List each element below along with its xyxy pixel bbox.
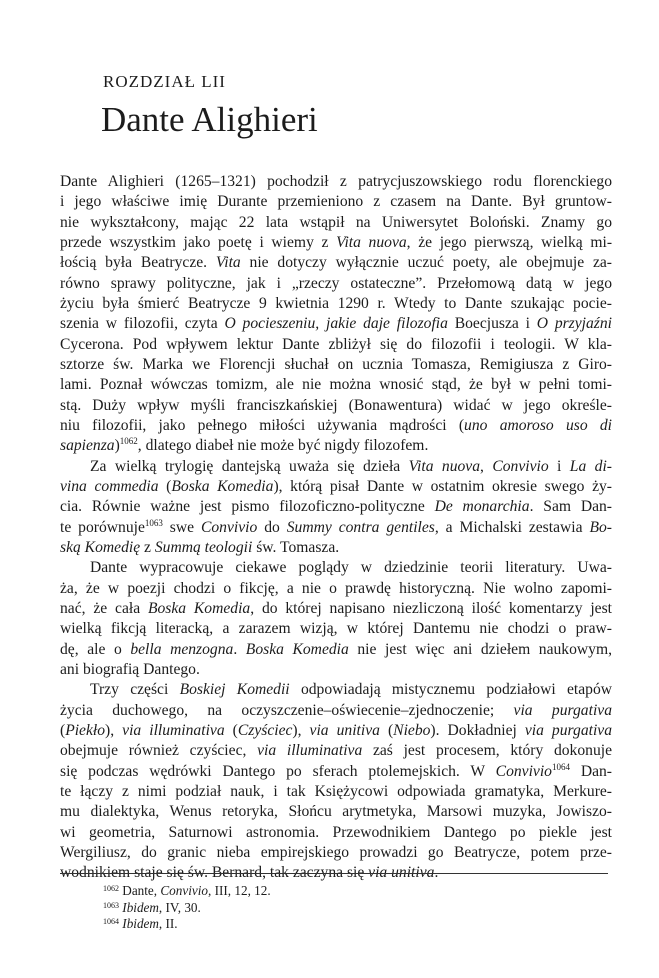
text-line: równo sprawy polityczne, jak i „rzeczy ostateczne”. Przełomową datą w jego (60, 274, 612, 292)
text-line: sztorze św. Marka we Florencji słuchał on ucznia Tomasza, Remigiusza z Giro- (60, 355, 612, 373)
text-line: nać, że cała Boska Komedia, do której napisano niezliczoną ilość komentarzy jest (60, 599, 613, 617)
text-line: nie wykształcony, mając 22 lata wstąpił na Uniwersytet Boloński. Znamy go (60, 213, 612, 231)
text-line: cia. Równie ważne jest pismo filozoficzno-polityczne De monarchia. Sam Dan- (60, 498, 612, 516)
footnote-ref: 1064 (551, 761, 570, 772)
text-line: te porównuje$^{1063}$ swe Convivio do Summy contra gentiles, a Michalski zestawia Bo- (60, 517, 612, 536)
text-line: Dante wypracowuje ciekawe poglądy w dziedzinie teorii literatury. Uwa- (90, 559, 612, 577)
text-line: ani biografią Dantego. (60, 660, 200, 678)
text-line: stą. Duży wpływ myśli franciszkańskiej (Bonawentura) widać w jego określe- (60, 396, 612, 414)
text-line: szenia w filozofii, czyta O pocieszeniu, jakie daje filozofia Boecjusza i O przyjaźni (60, 315, 613, 333)
text-line: się podczas wędrówki Dantego po sferach ptolemejskich. W Convivio$^{1064}$ Dan- (60, 761, 613, 780)
text-line: te łączy z nimi podział nauk, i tak Księżycowi odpowiada gramatyka, Merkure- (60, 782, 612, 800)
text-line: Cycerona. Pod wpływem lektur Dante zbliżył się do filozofii i teologii. W kla- (60, 335, 612, 353)
chapter-title: Dante Alighieri (101, 100, 318, 139)
text-line: (Piekło), via illuminativa (Czyściec), via unitiva (Niebo). Dokładniej via purgativa (60, 721, 612, 739)
footnote: $^{1063}$ Ibidem, IV, 30. (103, 899, 201, 915)
text-line: sapienza)$^{1062}$, dlatego diabeł nie może być nigdy filozofem. (60, 436, 429, 455)
text-line: obejmuje również czyściec, via illuminativa zaś jest procesem, który dokonuje (60, 742, 612, 760)
text-line: ską Komedię z Summą teologii św. Tomasza. (60, 538, 340, 556)
footnote-ref: 1063 (144, 517, 163, 528)
text-line: wielką fikcją literacką, a zarazem wizją, w której Dantemu nie chodzi o praw- (60, 620, 612, 638)
text-line: przede wszystkim jako poetę i wiemy z Vita nuova, że jego pierwszą, wielką mi- (60, 233, 613, 251)
footnote: $^{1062}$ Dante, Convivio, III, 12, 12. (103, 883, 271, 898)
text-line: niu filozofii, jako pełnego miłości używania mądrości (uno amoroso uso di (60, 416, 612, 434)
footnotes (103, 883, 271, 933)
text-line: wodnikiem staje się św. Bernard, tak zaczyna się via unitiva. (60, 864, 439, 882)
text-line: mu dialektyka, Wenus retoryka, Słońcu arytmetyka, Marsowi muzyka, Jowiszo- (60, 803, 612, 821)
text-line: życiu była śmierć Beatrycze 9 kwietnia 1290 r. Wtedy to Dante szukając pocie- (60, 294, 612, 312)
chapter-label: ROZDZIAŁ LII (103, 72, 226, 91)
footnote-divider (60, 873, 608, 874)
text-line: Trzy części Boskiej Komedii odpowiadają mistycznemu podziałowi etapów (90, 681, 612, 699)
text-line: Dante Alighieri (1265–1321) pochodził z patrycjuszowskiego rodu florenckiego (60, 173, 612, 190)
text-line: wi geometria, Saturnowi astronomia. Przewodnikiem Dantego po piekle jest (60, 823, 612, 841)
text-line: dę, ale o bella menzogna. Boska Komedia nie jest więc ani dziełem naukowym, (60, 640, 612, 658)
body-text (60, 172, 612, 883)
text-line: lami. Poznał wówczas tomizm, ale nie można wnosić stąd, że był w pełni tomi- (60, 376, 612, 394)
text-line: vina commedia (Boska Komedia), którą pisał Dante w ostatnim okresie swego ży- (60, 477, 612, 495)
footnote: $^{1064}$ Ibidem, II. (103, 916, 178, 932)
text-line: ża, że w poezji chodzi o fikcję, a nie o prawdę historyczną. Nie wolno zapomi- (60, 579, 612, 597)
text-line: Wergiliusz, do granic nieba empirejskiego prowadzi go Beatrycze, potem prze- (60, 843, 612, 861)
text-line: i jego właściwe imię Durante przemieniono z czasem na Dante. Był gruntow- (60, 193, 612, 211)
footnote-ref: 1062 (119, 436, 138, 447)
text-line: łością była Beatrycze. Vita nie dotyczy wyłącznie uczuć poety, ale obejmuje za- (60, 254, 612, 272)
text-line: życia duchowego, na oczyszczenie–oświecenie–zjednoczenie; via purgativa (60, 701, 612, 719)
text-line: Za wielką trylogię dantejską uważa się dzieła Vita nuova, Convivio i La di- (90, 457, 612, 475)
